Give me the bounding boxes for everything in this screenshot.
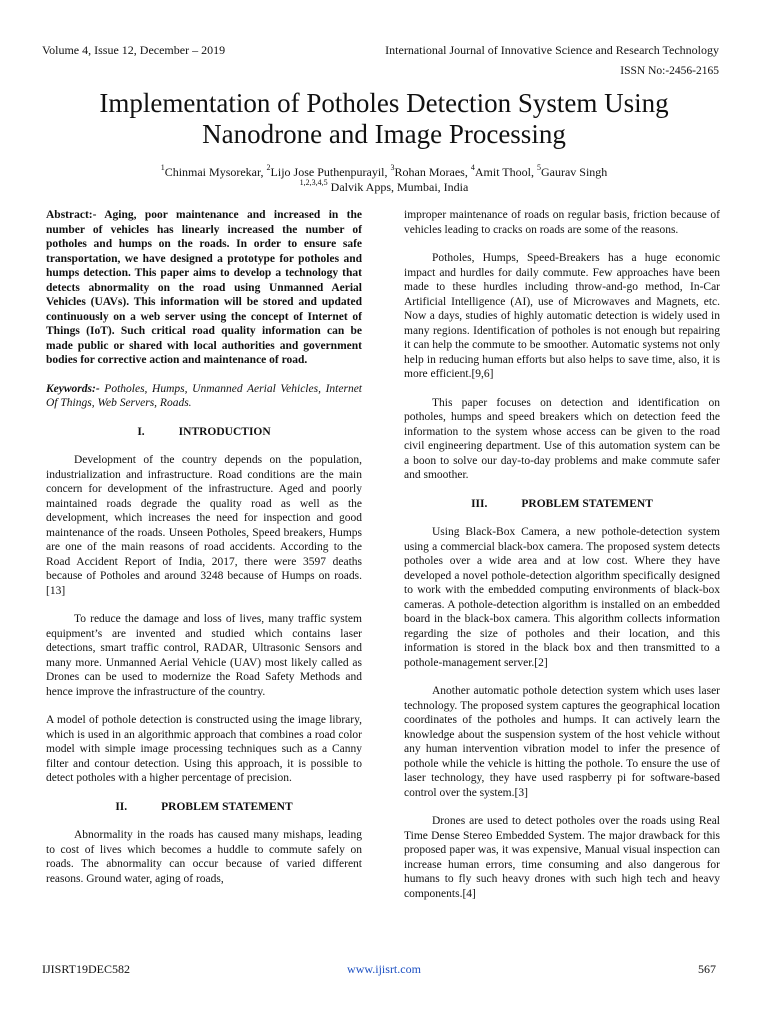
author-sup: 2 <box>266 163 271 172</box>
keywords-text: Potholes, Humps, Unmanned Aerial Vehicles, Internet Of Things, Web Servers, Roads. <box>46 382 362 409</box>
journal-name: International Journal of Innovative Science and Research Technology <box>385 43 719 57</box>
left-column <box>46 208 362 900</box>
author-name: Rohan Moraes, <box>394 165 471 179</box>
paragraph: Abnormality in the roads has caused many mishaps, leading to cost of lives which becomes a huddle to commute safely on roads. The abnormality can occur because of varied different reasons. Ground water, aging of roads, <box>46 829 362 885</box>
section-title: PROBLEM STATEMENT <box>161 800 293 813</box>
author-sup: 5 <box>536 163 541 172</box>
author-list <box>40 165 728 180</box>
author-name: Lijo Jose Puthenpurayil, <box>270 165 391 179</box>
page-number: 567 <box>698 962 716 976</box>
keywords-label: Keywords:- <box>46 382 100 395</box>
paragraph: This paper focuses on detection and identification on potholes, humps and speed breakers which on detection feed the information to the system whose access can be given to the road civil engineering department. Use of this automation system can be a boon to solve our day-to-day problems and make commute safer and smoother. <box>404 396 720 481</box>
section-title: PROBLEM STATEMENT <box>521 497 653 510</box>
author-name: Amit Thool, <box>474 165 537 179</box>
paragraph: Potholes, Humps, Speed-Breakers has a huge economic impact and hurdles for daily commute. Few approaches have been made to these hurdles including throw-and-go method, In-Car Artificial Intelligence (AI), use of Microwaves and Magnets, etc. Now a days, studies of highly automatic detection is widely used in many regions. Identification of potholes is not enough but repairing it can help the commute to be smoother. Automatic systems not only help in reducing human efforts but also helps to save time, also, it is more efficient.[9,6] <box>404 252 720 380</box>
paragraph: To reduce the damage and loss of lives, many traffic system equipment’s are invented and studied which contains laser detections, smart traffic control, RADAR, Ultrasonic Sensors and many more. Unmanned Aerial Vehicle (UAV) most likely called as Drones can be used to modernize the Road Safety Methods and hence improve the infrastructure of the country. <box>46 613 362 698</box>
affiliation-sup: 1,2,3,4,5 <box>299 178 328 187</box>
journal-url-link[interactable]: www.ijisrt.com <box>347 962 421 976</box>
section-heading-problem-statement <box>46 800 362 815</box>
affiliation-text: Dalvik Apps, Mumbai, India <box>327 180 469 194</box>
author-name: Gaurav Singh <box>540 165 608 179</box>
paragraph: Another automatic pothole detection system which uses laser technology. The proposed system captures the geographical location coordinates of the potholes and humps. It can actively learn the knowledge about the suspension system of the host vehicle without any human intervention vibration model to infer the presence of pothole while the vehicle is hitting the pothole. To ensure the use of laser technology, they have used raspberry pi for software-based control over the system.[3] <box>404 685 720 799</box>
section-heading-problem-statement <box>404 497 720 512</box>
section-number: I. <box>137 425 145 438</box>
section-heading-introduction <box>46 425 362 440</box>
section-number: II. <box>115 800 128 813</box>
right-column <box>404 208 720 915</box>
author-name: Chinmai Mysorekar, <box>164 165 267 179</box>
author-sup: 1 <box>160 163 165 172</box>
section-title: INTRODUCTION <box>178 425 271 438</box>
affiliation <box>40 180 728 195</box>
paragraph: Drones are used to detect potholes over the roads using Real Time Dense Stereo Embedded System. The major drawback for this proposed paper was, it was expensive, Manual visual inspection can increase human errors, time consuming and also dangerous for humans to fly such heavy drones with such high tech and heavy components.[4] <box>404 815 720 900</box>
paragraph: A model of pothole detection is constructed using the image library, which is used in an algorithmic approach that combines a road color model with simple image processing techniques such as a Canny filter and contour detection. Using this approach, it is possible to detect potholes with a higher percentage of precision. <box>46 714 362 784</box>
paragraph: Development of the country depends on the population, industrialization and infrastructure. Road conditions are the main concern for development of the infrastructure. Aged and poorly maintained roads degrade the quality road as well as the development, which increases the need for inspection and good maintenance of the roads. Unseen Potholes, Speed breakers, Humps are one of the main reasons of road accidents. According to the Road Accident Report of India, 2017, there were 3597 deaths because of Potholes and around 3248 because of Humps on roads.[13] <box>46 454 362 597</box>
paper-title: Implementation of Potholes Detection System Using Nanodrone and Image Processing <box>99 88 669 149</box>
keywords <box>46 382 362 411</box>
author-sup: 3 <box>390 163 395 172</box>
issn: ISSN No:-2456-2165 <box>620 65 719 77</box>
abstract: Abstract:- Aging, poor maintenance and increased in the number of vehicles has linearly increased the number of potholes and humps on the roads. In order to ensure safe transportation, we have designed a prototype for potholes and humps detection. This paper aims to develop a technology that detects abnormality on the road using Unmanned Aerial Vehicles (UAVs). This information will be stored and updated continuously on a web server using the concept of Internet of Things (IoT). Such critical road quality information can be made public or shared with local authorities and government bodies for corrective action and maintenance of road. <box>46 209 362 366</box>
paragraph: Using Black-Box Camera, a new pothole-detection system using a commercial black-box camera. The proposed system detects potholes over a wide area and at low cost. Where they have developed a novel pothole-detection algorithm specifically designed to work with the embedded computing environments of black-box cameras. A pothole-detection algorithm is installed on an embedded board in the black-box camera. This algorithm collects information regarding the size of potholes and their location, and this information is stored in the black box and then transmitted to a pothole-management server.[2] <box>404 526 720 669</box>
paragraph: improper maintenance of roads on regular basis, friction because of vehicles leading to cracks on roads are some of the reasons. <box>404 209 720 236</box>
volume-issue: Volume 4, Issue 12, December – 2019 <box>42 43 226 57</box>
section-number: III. <box>471 497 488 510</box>
author-sup: 4 <box>470 163 475 172</box>
article-id: IJISRT19DEC582 <box>42 962 130 976</box>
